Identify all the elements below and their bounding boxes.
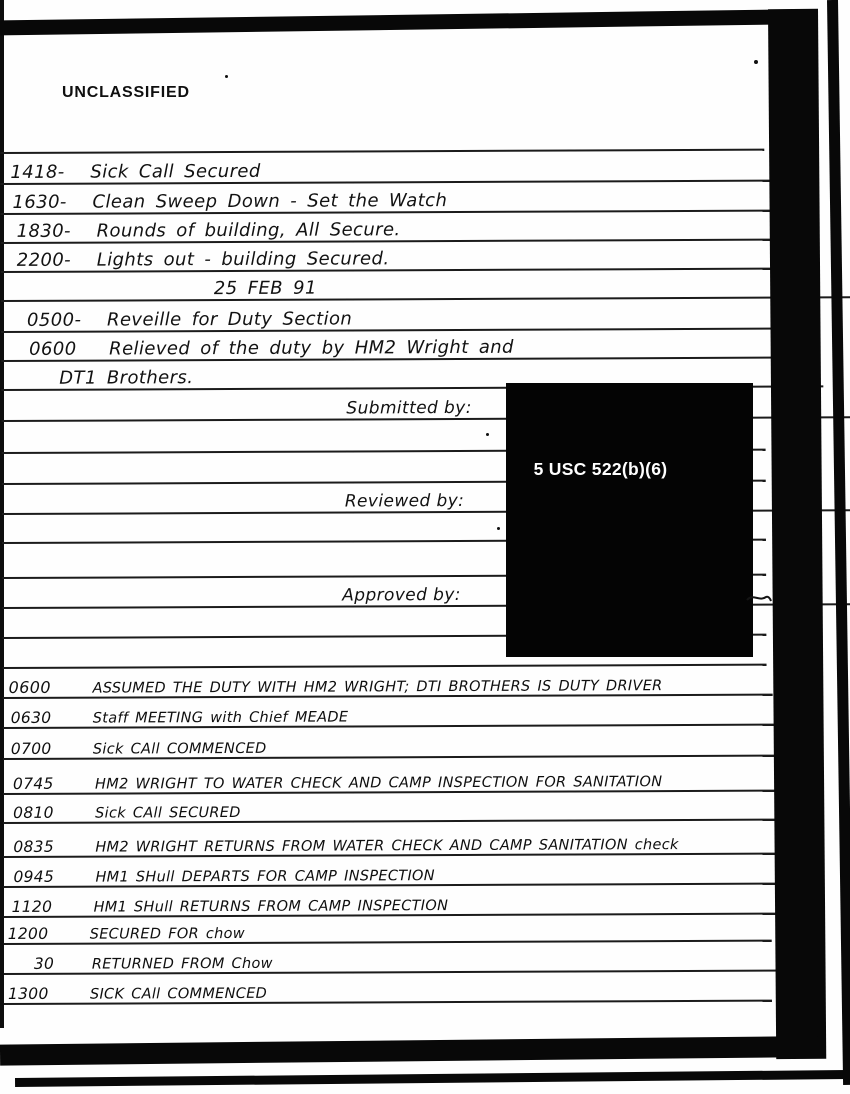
ruled-line: [0, 120, 764, 154]
log-row: [3, 665, 773, 699]
entry-time: 0500-: [26, 309, 82, 331]
entry-time: 0745: [12, 774, 54, 793]
entry-time: 2200-: [16, 249, 72, 271]
signature-stroke: [746, 590, 772, 606]
entry-time: 0700: [10, 739, 52, 758]
log-row: [3, 824, 777, 858]
log-row: [4, 971, 772, 1005]
entry-text: HM2 WRIGHT TO WATER CHECK AND CAMP INSPECTION FOR SANITATION: [95, 773, 663, 793]
log-row: [3, 854, 777, 888]
entry-time: 1200: [7, 924, 49, 943]
log-row: [4, 941, 798, 975]
entry-time: 1418-: [10, 161, 65, 183]
log-row: [3, 790, 777, 824]
scan-border-right: [768, 9, 826, 1059]
entry-text: HM1 SHull DEPARTS FOR CAMP INSPECTION: [95, 867, 435, 886]
entry-text: Sick CAll SECURED: [95, 804, 241, 822]
entry-text: DT1 Brothers.: [59, 367, 194, 389]
log-row: [4, 911, 772, 945]
entry-text: Sick CAll COMMENCED: [92, 740, 267, 758]
redaction-label: 5 USC 522(b)(6): [533, 459, 668, 479]
entry-time: 1830-: [16, 220, 71, 242]
date-header-row: [1, 267, 850, 302]
entry-time: 0810: [13, 803, 54, 822]
classification-stamp: UNCLASSIFIED: [62, 84, 190, 101]
date-header: 25 FEB 91: [213, 277, 317, 300]
entry-time: 1300: [7, 984, 49, 1003]
entry-text: Relieved of the duty by HM2 Wright and: [109, 336, 514, 360]
entry-text: Reveille for Duty Section: [106, 308, 353, 331]
entry-time: 1630-: [12, 191, 67, 213]
entry-text: HM1 SHull RETURNS FROM CAMP INSPECTION: [93, 897, 449, 916]
entry-text: Lights out - building Secured.: [96, 248, 390, 271]
entry-text: Sick Call Secured: [90, 160, 261, 183]
entry-text: SECURED FOR chow: [89, 925, 245, 943]
entry-time: 0630: [10, 708, 52, 727]
entry-text: RETURNED FROM Chow: [91, 955, 273, 973]
log-row: [3, 726, 775, 760]
ink-speck: [225, 75, 228, 78]
entry-text: HM2 WRIGHT RETURNS FROM WATER CHECK AND CAMP SANITATION check: [95, 836, 679, 856]
entry-text: SICK CAll COMMENCED: [89, 985, 268, 1003]
entry-time: 0945: [13, 867, 55, 886]
entry-text: Clean Sweep Down - Set the Watch: [92, 190, 448, 213]
redaction-box: [506, 383, 753, 657]
entry-text: Staff MEETING with Chief MEADE: [92, 708, 349, 727]
ink-speck: [486, 433, 489, 436]
ink-speck: [497, 527, 500, 530]
entry-text: ASSUMED THE DUTY WITH HM2 WRIGHT; DTI BROTHERS IS DUTY DRIVER: [92, 677, 663, 697]
log-row: [0, 151, 774, 185]
submitted-by-label: Submitted by:: [346, 397, 472, 419]
ink-speck: [754, 60, 758, 64]
entry-time: 0600: [8, 677, 51, 697]
log-row: [3, 695, 775, 729]
entry-time: 0600: [29, 338, 77, 360]
approved-by-label: Approved by:: [342, 584, 461, 606]
reviewed-by-label: Reviewed by:: [344, 490, 465, 512]
entry-time: 30: [33, 954, 55, 973]
entry-text: Rounds of building, All Secure.: [96, 219, 401, 242]
entry-time: 1120: [11, 897, 53, 916]
entry-time: 0835: [13, 837, 55, 856]
